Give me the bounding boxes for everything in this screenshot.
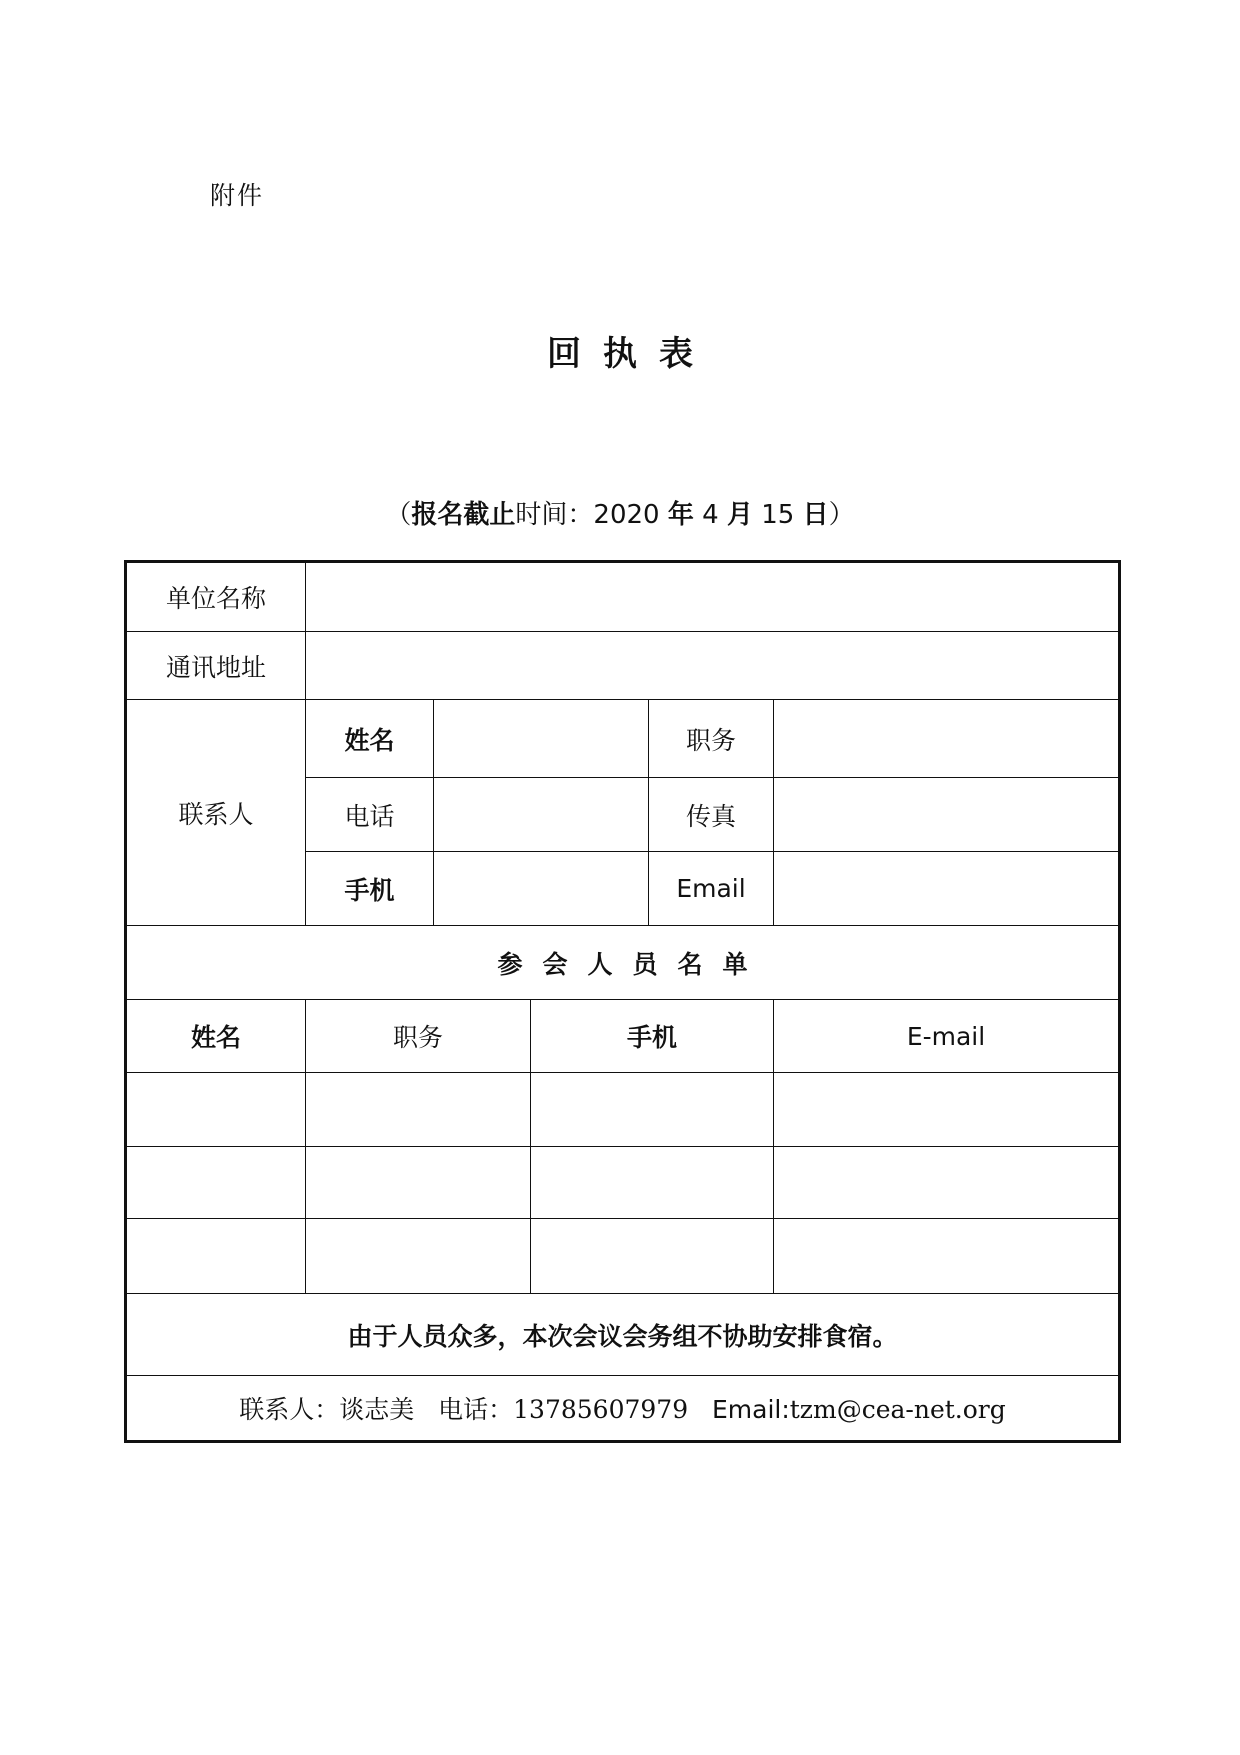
contact-mobile-label: 手机 [306, 852, 434, 926]
contact-fax-label: 传真 [649, 778, 774, 852]
attachment-label: 附件 [210, 181, 265, 210]
attendee-position-field[interactable] [306, 1147, 531, 1219]
contact-position-field[interactable] [774, 700, 1120, 778]
registration-form-table [124, 560, 1121, 1443]
attendee-email-field[interactable] [774, 1073, 1120, 1147]
contact-position-label: 职务 [649, 700, 774, 778]
attendee-position-field[interactable] [306, 1073, 531, 1147]
contact-name-label: 姓名 [306, 700, 434, 778]
deadline-label: 报名截止 [411, 500, 516, 530]
contact-name-field[interactable] [434, 700, 649, 778]
contact-mobile-field[interactable] [434, 852, 649, 926]
attendee-name-field[interactable] [126, 1073, 306, 1147]
attendee-name-field[interactable] [126, 1219, 306, 1294]
contact-email-field[interactable] [774, 852, 1120, 926]
attendee-col-position: 职务 [306, 1000, 531, 1073]
org-name-label: 单位名称 [126, 562, 306, 632]
deadline-day: 15 [761, 500, 795, 530]
footer-email[interactable]: tzm@cea-net.org [789, 1395, 1006, 1424]
attendee-col-email: E-mail [774, 1000, 1120, 1073]
attendee-name-field[interactable] [126, 1147, 306, 1219]
deadline-line [0, 494, 1240, 531]
contact-email-label: Email [649, 852, 774, 926]
attendee-row [126, 1073, 1120, 1147]
deadline-label-rest: 时间：2020 [515, 500, 660, 530]
footer-email-label: Email: [711, 1395, 790, 1424]
deadline-year-unit: 年 [667, 500, 694, 530]
deadline-month-unit: 月 [726, 500, 753, 530]
attendee-mobile-field[interactable] [531, 1219, 774, 1294]
attendee-col-mobile: 手机 [531, 1000, 774, 1073]
org-name-field[interactable] [306, 562, 1120, 632]
contact-phone-field[interactable] [434, 778, 649, 852]
accommodation-notice: 由于人员众多，本次会议会务组不协助安排食宿。 [126, 1294, 1120, 1376]
attendees-header: 参会人员名单 [126, 926, 1120, 1000]
deadline-open-paren: （ [385, 500, 412, 530]
footer-contact [126, 1376, 1120, 1442]
attendee-row [126, 1147, 1120, 1219]
attendee-col-name: 姓名 [126, 1000, 306, 1073]
deadline-close-paren: ） [828, 500, 855, 530]
attendee-mobile-field[interactable] [531, 1147, 774, 1219]
attendee-mobile-field[interactable] [531, 1073, 774, 1147]
attendee-email-field[interactable] [774, 1147, 1120, 1219]
deadline-month: 4 [702, 500, 719, 530]
contact-phone-label: 电话 [306, 778, 434, 852]
deadline-day-unit: 日 [802, 500, 829, 530]
attendee-position-field[interactable] [306, 1219, 531, 1294]
contact-person-label: 联系人 [126, 700, 306, 926]
form-title: 回执表 [547, 334, 715, 374]
address-field[interactable] [306, 632, 1120, 700]
footer-phone: 13785607979 [513, 1395, 689, 1424]
contact-fax-field[interactable] [774, 778, 1120, 852]
attendee-row [126, 1219, 1120, 1294]
footer-contact-person: 联系人：谈志美 [239, 1395, 415, 1424]
address-label: 通讯地址 [126, 632, 306, 700]
footer-phone-label: 电话： [438, 1395, 514, 1424]
attendee-email-field[interactable] [774, 1219, 1120, 1294]
